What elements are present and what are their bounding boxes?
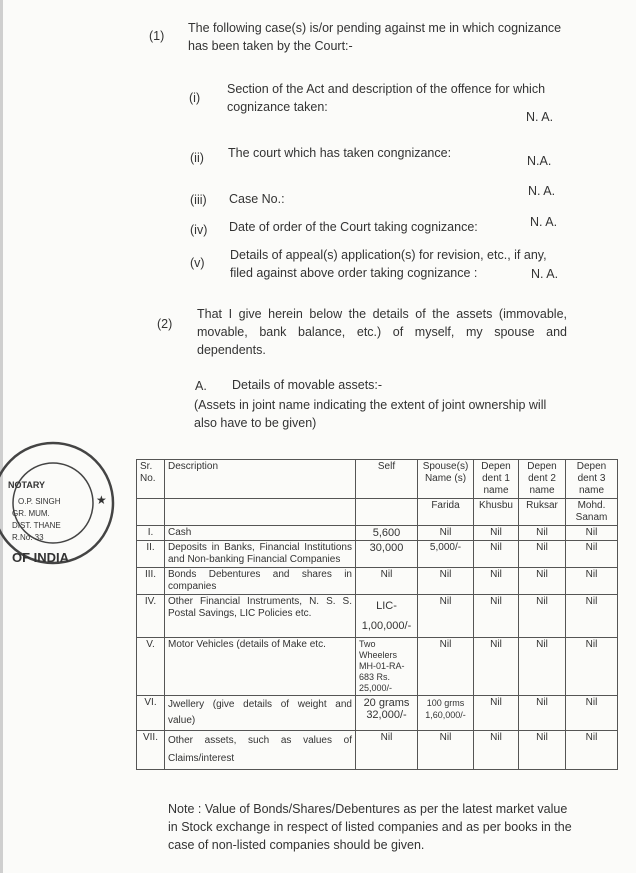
table-names-row bbox=[137, 499, 618, 526]
item-ii-value: N.A. bbox=[527, 154, 552, 168]
table-row: V. Motor Vehicles (details of Make etc. Two Wheelers MH-01-RA-683 Rs. 25,000/- Nil Nil Nil Nil bbox=[137, 638, 618, 696]
item-v-number: (v) bbox=[190, 256, 205, 270]
item-iv-text: Date of order of the Court taking cognizance: bbox=[229, 220, 478, 234]
item-iii-text: Case No.: bbox=[229, 192, 285, 206]
section-2-intro: That I give herein below the details of the assets (immovable, movable, bank balance, etc.) of myself, my spouse and dependents. bbox=[197, 307, 567, 357]
sub-a-title: Details of movable assets:- bbox=[232, 378, 383, 392]
table-row: I. Cash 5,600 Nil Nil Nil Nil bbox=[137, 526, 618, 541]
item-iv-value: N. A. bbox=[530, 215, 558, 229]
sub-a-label: A. bbox=[195, 379, 207, 393]
item-iii-number: (iii) bbox=[190, 193, 207, 207]
table-row: VI. Jwellery (give details of weight and value) 20 grams 32,000/- 100 grms 1,60,000/- Nil Nil Nil bbox=[137, 696, 618, 731]
svg-text:OF INDIA: OF INDIA bbox=[12, 550, 70, 565]
svg-text:O.P. SINGH: O.P. SINGH bbox=[18, 497, 61, 506]
svg-text:R.No. 33: R.No. 33 bbox=[12, 533, 44, 542]
header-self: Self bbox=[356, 460, 418, 499]
item-v-value: N. A. bbox=[531, 267, 559, 281]
header-dependent-2: Depen dent 2 name bbox=[519, 460, 566, 499]
dependent-1-name: Khusbu bbox=[474, 499, 519, 526]
table-row: VII. Other assets, such as values of Claims/interest Nil Nil Nil Nil Nil bbox=[137, 731, 618, 770]
item-i-text: Section of the Act and description of the offence for which cognizance taken: bbox=[227, 82, 546, 114]
header-spouse: Spouse(s) Name (s) bbox=[418, 460, 474, 499]
table-row: III. Bonds Debentures and shares in companies Nil Nil Nil Nil Nil bbox=[137, 568, 618, 595]
header-dependent-3: Depen dent 3 name bbox=[566, 460, 618, 499]
spouse-name: Farida bbox=[418, 499, 474, 526]
svg-text:NOTARY: NOTARY bbox=[8, 480, 45, 490]
header-description: Description bbox=[165, 460, 356, 499]
table-row: IV. Other Financial Instruments, N. S. S. Postal Savings, LIC Policies etc. LIC- 1,00,000/- Nil Nil Nil Nil bbox=[137, 595, 618, 638]
page-edge bbox=[0, 0, 3, 873]
item-iii-value: N. A. bbox=[528, 184, 556, 198]
joint-ownership-note: (Assets in joint name indicating the extent of joint ownership will also have to be given) bbox=[194, 398, 547, 430]
svg-text:DIST. THANE: DIST. THANE bbox=[12, 521, 61, 530]
svg-text:GR. MUM.: GR. MUM. bbox=[12, 509, 50, 518]
item-ii-number: (ii) bbox=[190, 151, 204, 165]
item-iv-number: (iv) bbox=[190, 223, 208, 237]
dependent-3-name: Mohd. Sanam bbox=[566, 499, 618, 526]
svg-text:★: ★ bbox=[96, 493, 107, 507]
item-i-value: N. A. bbox=[526, 110, 554, 124]
table-row: II. Deposits in Banks, Financial Institutions and Non-banking Financial Companies 30,000 5,000/- Nil Nil Nil bbox=[137, 541, 618, 568]
section-2-number: (2) bbox=[157, 317, 173, 331]
table-header-row bbox=[137, 460, 618, 499]
notary-stamp bbox=[0, 438, 118, 568]
movable-assets-table bbox=[136, 459, 618, 770]
header-sr-no: Sr. No. bbox=[137, 460, 165, 499]
section-1-intro: The following case(s) is/or pending against me in which cognizance has been taken by the Court:- bbox=[188, 21, 562, 53]
dependent-2-name: Ruksar bbox=[519, 499, 566, 526]
item-v-text: Details of appeal(s) application(s) for revision, etc., if any, filed against above order taking cognizance : bbox=[230, 248, 547, 280]
item-i-number: (i) bbox=[189, 91, 201, 105]
item-ii-text: The court which has taken congnizance: bbox=[228, 146, 452, 160]
valuation-note: Note : Value of Bonds/Shares/Debentures as per the latest market value in Stock exchange in respect of listed companies and as per books in the case of non-listed companies should be given. bbox=[168, 802, 572, 852]
header-dependent-1: Depen dent 1 name bbox=[474, 460, 519, 499]
section-1-number: (1) bbox=[149, 29, 165, 43]
